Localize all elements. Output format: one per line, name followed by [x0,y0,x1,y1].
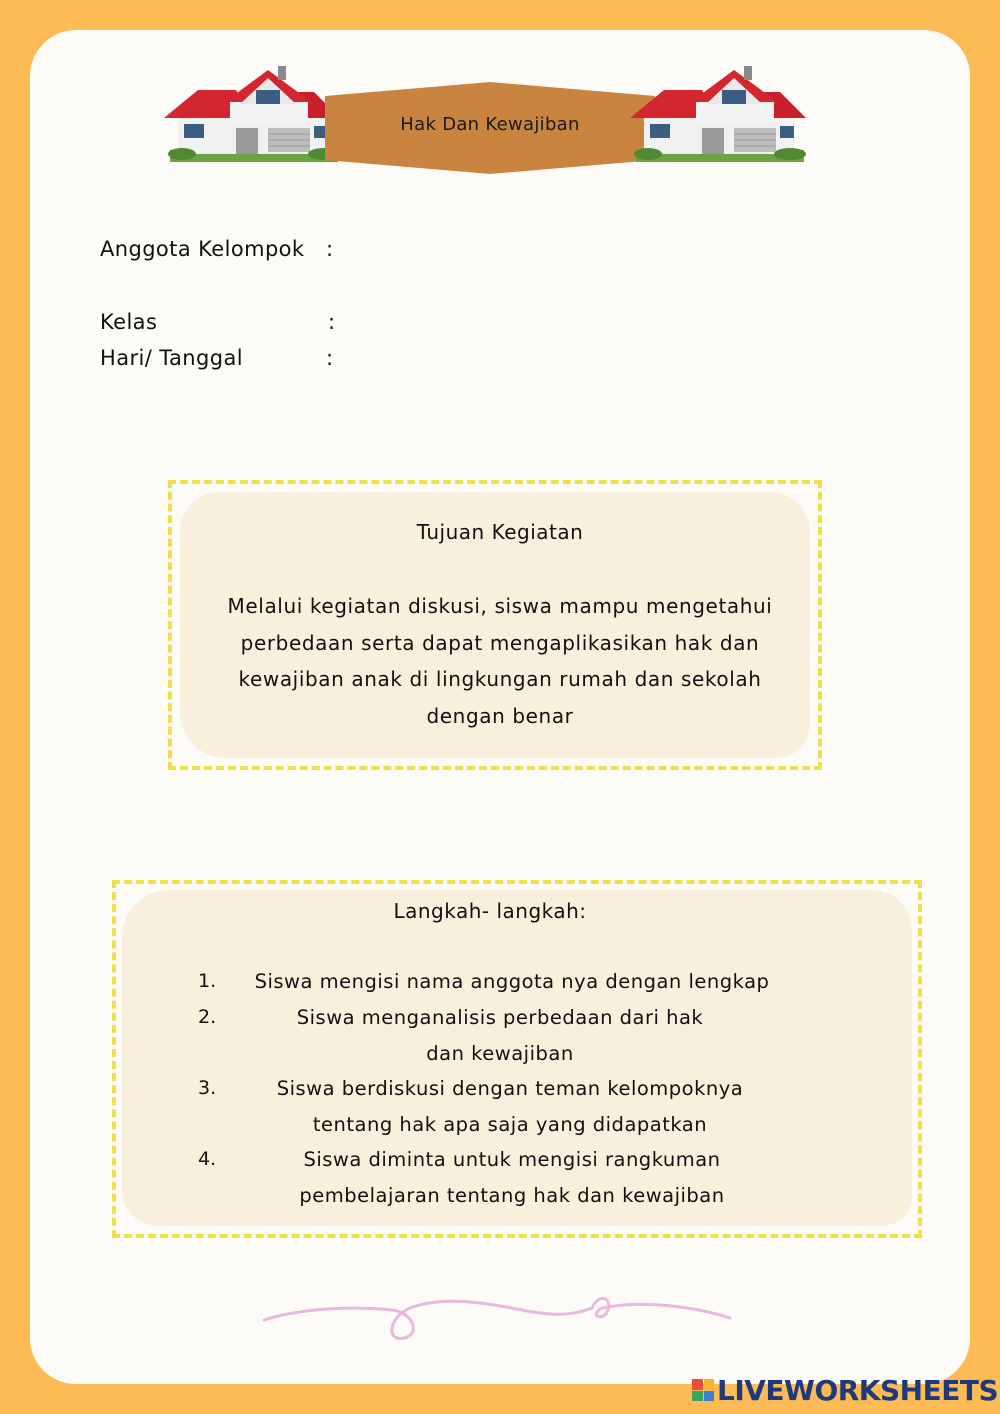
squiggle-decoration [262,1290,732,1346]
field-label-hari-tanggal: Hari/ Tanggal [100,346,243,370]
steps-heading: Langkah- langkah: [393,899,587,923]
page-title: Hak Dan Kewajiban [400,114,580,135]
step-number-4: 4. [198,1148,217,1170]
objective-text: Melalui kegiatan diskusi, siswa mampu mengetahui perbedaan serta dapat mengaplikasikan hak dan kewajiban anak di lingkungan rumah dan sekolah dengan benar [227,594,773,728]
liveworksheets-logo [692,1374,998,1406]
step-text-3: Siswa berdiskusi dengan teman kelompoknya tentang hak apa saja yang didapatkan [276,1077,744,1136]
brand-mark-icon [692,1379,714,1401]
step-text-1: Siswa mengisi nama anggota nya dengan lengkap [254,970,770,993]
field-colon-hari-tanggal: : [326,346,334,370]
step-number-2: 2. [198,1006,217,1028]
step-number-3: 3. [198,1077,217,1099]
house-illustration-left [164,64,342,164]
house-illustration-right [630,64,808,164]
step-number-1: 1. [198,970,217,992]
objective-heading: Tujuan Kegiatan [416,520,584,544]
step-text-4: Siswa diminta untuk mengisi rangkuman pembelajaran tentang hak dan kewajiban [299,1148,725,1207]
brand-text: LIVEWORKSHEETS [717,1373,999,1407]
step-text-2: Siswa menganalisis perbedaan dari hak dan kewajiban [296,1006,704,1065]
field-colon-kelas: : [328,310,336,334]
field-label-kelas: Kelas [100,310,158,334]
field-colon-anggota-kelompok: : [326,237,334,261]
field-label-anggota-kelompok: Anggota Kelompok [100,237,305,261]
